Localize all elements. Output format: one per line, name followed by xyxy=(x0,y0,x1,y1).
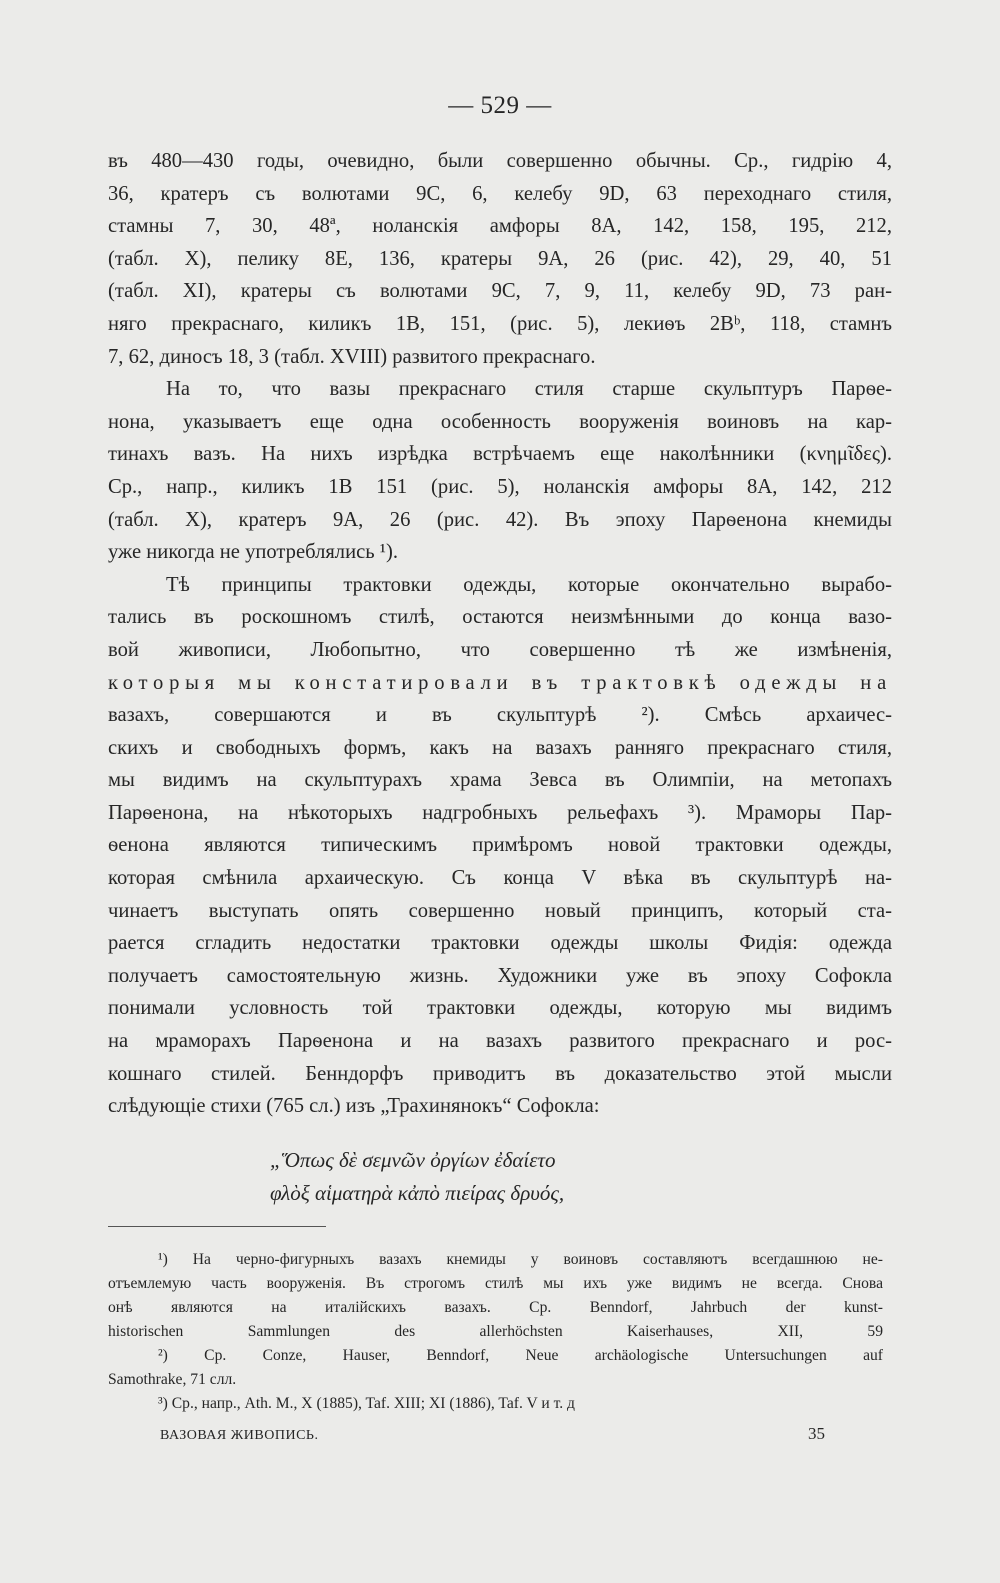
text-line: слѣдующіе стихи (765 сл.) изъ „Трахинянокъ“ Софокла: xyxy=(108,1095,600,1118)
text-line: понимали условность той трактовки одежды, которую мы видимъ xyxy=(108,997,892,1020)
verse-line: „Ὅπως δὲ σεμνῶν ὀργίων ἐδαίετο xyxy=(270,1148,556,1172)
text-line: на мраморахъ Парѳенона и на вазахъ развитого прекраснаго и рос- xyxy=(108,1030,892,1053)
text-line: 7, 62, диносъ 18, 3 (табл. XVIII) развитого прекраснаго. xyxy=(108,345,596,368)
text-line: На то, что вазы прекраснаго стиля старше скульптуръ Парѳе- xyxy=(166,378,892,401)
text-line: няго прекраснаго, киликъ 1B, 151, (рис. 5), лекиѳъ 2Bᵇ, 118, стамнъ xyxy=(108,312,892,335)
footnote-divider xyxy=(108,1226,326,1227)
text-line: (табл. X), пелику 8E, 136, кратеры 9A, 26 (рис. 42), 29, 40, 51 xyxy=(108,247,892,270)
text-line: которая смѣнила архаическую. Съ конца V вѣка въ скульптурѣ на- xyxy=(108,867,892,890)
footnote-line: historischen Sammlungen des allerhöchsten Kaiserhauses, XII, 59 xyxy=(108,1323,883,1340)
text-line: тинахъ вазъ. На нихъ изрѣдка встрѣчаемъ еще наколѣнники (κνημῖδες). xyxy=(108,443,892,466)
text-line: мы видимъ на скульптурахъ храма Зевса въ Олимпіи, на метопахъ xyxy=(108,769,892,792)
footnote-line: ³) Ср., напр., Ath. M., X (1885), Taf. XIII; XI (1886), Taf. V и т. д xyxy=(158,1395,575,1412)
text-line: тались въ роскошномъ стилѣ, остаются неизмѣнными до конца вазо- xyxy=(108,606,892,629)
footnote-line: онѣ являются на италійскихъ вазахъ. Ср. Benndorf, Jahrbuch der kunst- xyxy=(108,1299,883,1316)
text-line: рается сгладить недостатки трактовки одежды школы Фидія: одежда xyxy=(108,932,892,955)
verse-line: φλὸξ αἱματηρὰ κἀπὸ πιείρας δρυός, xyxy=(270,1181,565,1205)
footnote-line: ²) Ср. Conze, Hauser, Benndorf, Neue archäologische Untersuchungen auf xyxy=(158,1347,883,1364)
text-line: вазахъ, совершаются и въ скульптурѣ ²). Смѣсь архаичес- xyxy=(108,704,892,727)
text-line: (табл. X), кратеръ 9A, 26 (рис. 42). Въ эпоху Парѳенона кнемиды xyxy=(108,508,892,531)
text-line: нона, указываетъ еще одна особенность вооруженія воиновъ на кар- xyxy=(108,410,892,433)
text-line: кошнаго стилей. Бенндорфъ приводитъ въ доказательство этой мысли xyxy=(108,1062,892,1085)
text-line: скихъ и свободныхъ формъ, какъ на вазахъ ранняго прекраснаго стиля, xyxy=(108,736,892,759)
footnote-line: Samothrake, 71 слл. xyxy=(108,1371,237,1388)
text-line: Тѣ принципы трактовки одежды, которые окончательно вырабо- xyxy=(166,573,892,596)
text-line: Ср., напр., киликъ 1B 151 (рис. 5), ноланскія амфоры 8A, 142, 212 xyxy=(108,475,892,498)
text-line: стамны 7, 30, 48ª, ноланскія амфоры 8A, 142, 158, 195, 212, xyxy=(108,215,892,238)
footnotes xyxy=(108,1248,883,1416)
text-line: вой живописи, Любопытно, что совершенно тѣ же измѣненія, xyxy=(108,638,892,661)
text-line: Парѳенона, на нѣкоторыхъ надгробныхъ рельефахъ ³). Мраморы Пар- xyxy=(108,801,892,824)
signature-mark: ВАЗОВАЯ ЖИВОПИСЬ. xyxy=(160,1428,319,1443)
sheet-number: 35 xyxy=(808,1424,825,1443)
page-number: — 529 — xyxy=(448,92,552,119)
footnote-line: отъемлемую часть вооруженія. Въ строгомъ стилѣ мы ихъ уже видимъ не всегда. Снова xyxy=(108,1275,883,1292)
text-line: 36, кратеръ съ волютами 9C, 6, келебу 9D, 63 переходнаго стиля, xyxy=(108,182,892,205)
text-line: ѳенона являются типическимъ примѣромъ новой трактовки одежды, xyxy=(108,834,892,857)
text-line: въ 480—430 годы, очевидно, были совершенно обычны. Ср., гидрію 4, xyxy=(108,150,892,172)
text-line: чинаетъ выступать опять совершенно новый принципъ, который ста- xyxy=(108,899,892,922)
text-line: уже никогда не употреблялись ¹). xyxy=(108,541,398,564)
page-footer xyxy=(160,1424,825,1444)
text-line: (табл. XI), кратеры съ волютами 9C, 7, 9, 11, келебу 9D, 73 ран- xyxy=(108,280,892,303)
main-text xyxy=(108,145,892,1123)
text-line: получаетъ самостоятельную жизнь. Художники уже въ эпоху Софокла xyxy=(108,964,892,987)
text-line: которыя мы констатировали въ трактовкѣ одежды на xyxy=(108,671,892,694)
footnote-line: ¹) На черно-фигурныхъ вазахъ кнемиды у воиновъ составляютъ всегдашнюю не- xyxy=(158,1251,883,1268)
